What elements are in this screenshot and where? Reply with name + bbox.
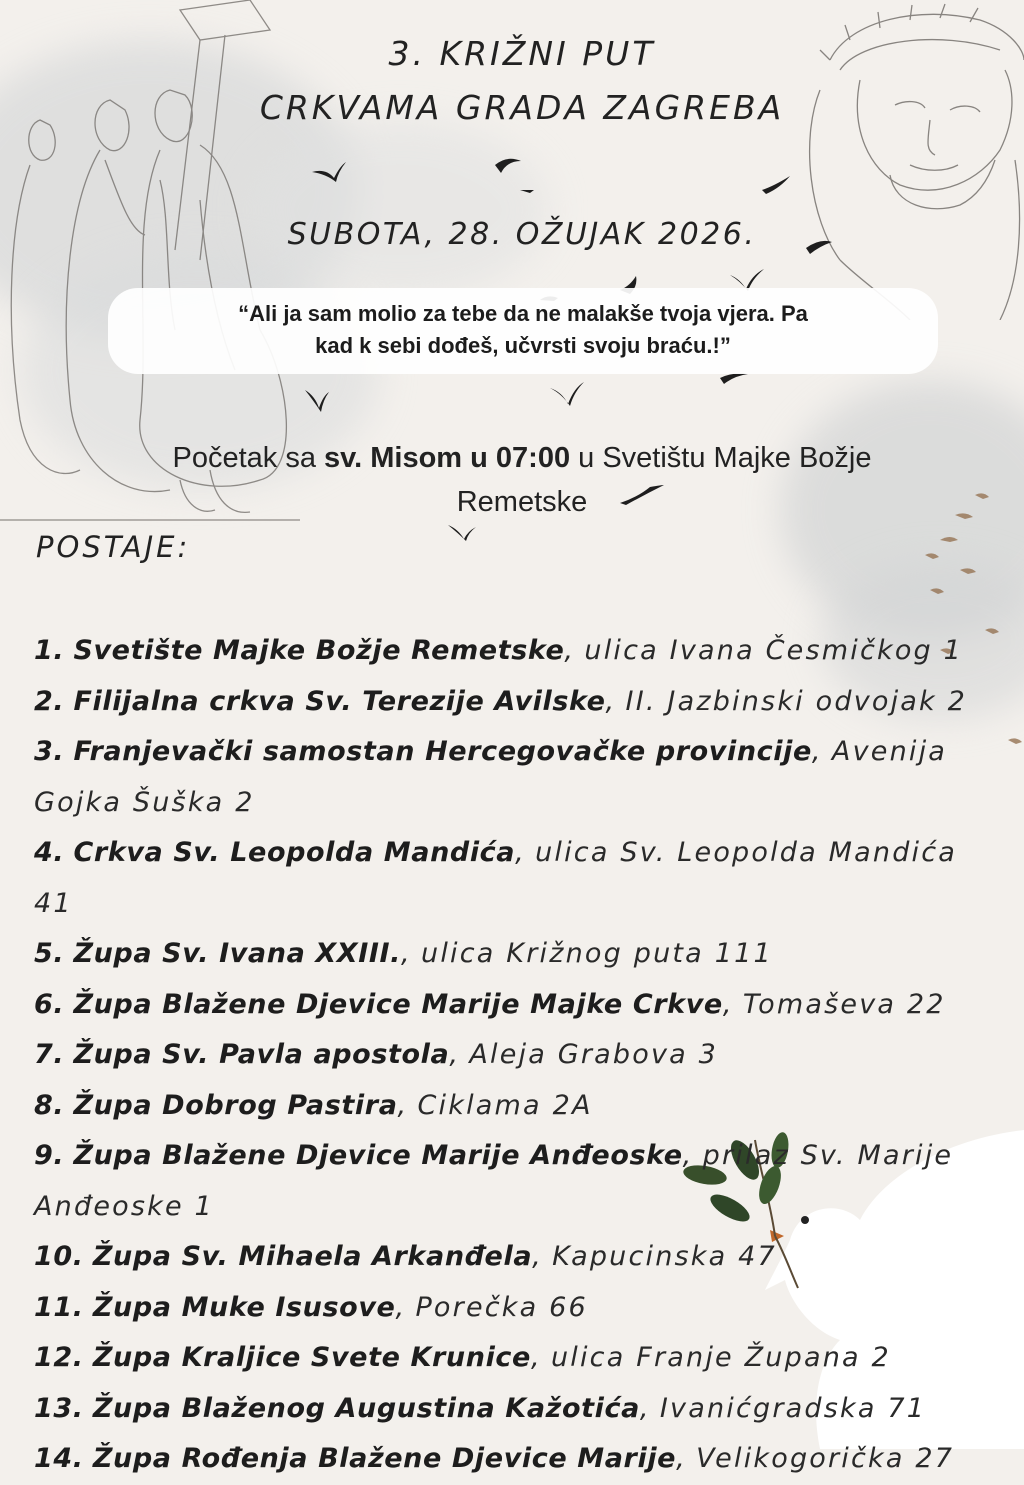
station-number: 14.	[34, 1443, 84, 1474]
station-item	[34, 1283, 994, 1334]
station-address: Tomaševa 22	[742, 988, 946, 1020]
station-item	[34, 1232, 994, 1283]
station-separator: ,	[722, 988, 734, 1020]
station-item	[34, 1131, 994, 1232]
station-number: 8.	[34, 1089, 65, 1121]
bible-quote-box	[108, 288, 938, 374]
station-address: Ivanićgradska 71	[659, 1392, 927, 1424]
station-address: Avenija	[831, 736, 948, 767]
quote-line-2: kad k sebi dođeš, učvrsti svoju braću.!”	[315, 333, 731, 358]
station-item	[34, 828, 994, 929]
station-address: ulica Franje Župana 2	[550, 1342, 891, 1373]
station-number: 2.	[34, 685, 65, 717]
station-item	[34, 929, 994, 980]
station-address: Porečka 66	[415, 1291, 588, 1323]
station-name: Crkva Sv. Leopolda Mandića	[73, 837, 516, 868]
station-number: 6.	[34, 988, 65, 1020]
station-address: ulica Križnog puta 111	[421, 938, 773, 969]
station-address: Kapucinska 47	[552, 1241, 777, 1272]
station-address: ulica Ivana Česmičkog 1	[584, 635, 964, 666]
station-item	[34, 727, 994, 828]
station-separator: ,	[639, 1392, 651, 1424]
station-separator: ,	[676, 1443, 687, 1474]
station-separator: ,	[605, 685, 617, 717]
start-text-pre: Početak sa	[172, 442, 325, 474]
station-address: ulica Sv. Leopolda Mandića 41	[34, 837, 958, 919]
station-number: 4.	[34, 837, 65, 868]
page-title-line1: 3. KRIŽNI PUT	[388, 34, 656, 73]
station-name: Filijalna crkva Sv. Terezije Avilske	[73, 685, 606, 717]
station-name: Župa Kraljice Svete Krunice	[92, 1342, 531, 1373]
station-separator: ,	[530, 1342, 542, 1373]
start-text-line2: Remetske	[456, 486, 588, 518]
station-separator: ,	[401, 938, 412, 969]
station-number: 7.	[34, 1039, 65, 1070]
station-address: Aleja Grabova 3	[469, 1039, 719, 1070]
station-name: Župa Sv. Mihaela Arkanđela	[92, 1241, 533, 1272]
station-number: 5.	[34, 938, 65, 969]
station-address: II. Jazbinski odvojak 2	[625, 685, 968, 717]
station-item	[34, 1434, 994, 1485]
page-title-line2: CRKVAMA GRADA ZAGREBA	[259, 88, 785, 127]
stations-list	[34, 626, 994, 1485]
station-separator: ,	[811, 736, 823, 767]
station-name: Župa Blažene Djevice Marije Majke Crkve	[73, 988, 723, 1020]
station-separator: ,	[515, 837, 526, 868]
station-separator: ,	[564, 635, 576, 666]
station-number: 13.	[34, 1392, 84, 1424]
start-text-post: u Svetištu Majke Božje	[570, 442, 872, 474]
mass-start-info	[60, 436, 984, 524]
station-separator: ,	[395, 1291, 407, 1323]
station-item	[34, 1030, 994, 1081]
station-name: Župa Muke Isusove	[92, 1291, 396, 1323]
station-number: 1.	[34, 635, 65, 666]
station-separator: ,	[449, 1039, 461, 1070]
station-item	[34, 1333, 994, 1384]
station-number: 3.	[34, 736, 65, 767]
quote-line-1: “Ali ja sam molio za tebe da ne malakše tvoja vjera. Pa	[238, 301, 808, 326]
station-number: 9.	[34, 1140, 65, 1171]
station-address: Ciklama 2A	[417, 1089, 593, 1121]
station-name: Župa Rođenja Blažene Djevice Marije	[92, 1443, 677, 1474]
mass-time: sv. Misom u 07:00	[324, 442, 571, 474]
station-item	[34, 980, 994, 1031]
station-name: Župa Blaženog Augustina Kažotića	[92, 1392, 640, 1424]
station-separator: ,	[397, 1089, 409, 1121]
station-item	[34, 1081, 994, 1132]
station-item	[34, 626, 994, 677]
station-item	[34, 677, 994, 728]
station-address: prilaz Sv. Marije	[702, 1140, 954, 1171]
station-number: 10.	[34, 1241, 84, 1272]
station-address-cont: Anđeoske 1	[34, 1190, 214, 1222]
event-date: SUBOTA, 28. OŽUJAK 2026.	[287, 217, 757, 252]
stations-heading: POSTAJE:	[36, 530, 191, 564]
station-name: Župa Dobrog Pastira	[73, 1089, 398, 1121]
station-name: Župa Blažene Djevice Marije Anđeoske	[73, 1140, 683, 1171]
station-separator: ,	[532, 1241, 543, 1272]
station-name: Župa Sv. Pavla apostola	[73, 1039, 450, 1070]
station-name: Svetište Majke Božje Remetske	[73, 635, 565, 666]
station-name: Franjevački samostan Hercegovačke provincije	[73, 736, 812, 767]
station-address: Velikogorička 27	[696, 1443, 955, 1474]
station-address-cont: Gojka Šuška 2	[34, 786, 255, 818]
station-number: 11.	[34, 1291, 84, 1323]
station-item	[34, 1384, 994, 1435]
station-name: Župa Sv. Ivana XXIII.	[73, 938, 402, 969]
station-number: 12.	[34, 1342, 84, 1373]
station-separator: ,	[682, 1140, 694, 1171]
